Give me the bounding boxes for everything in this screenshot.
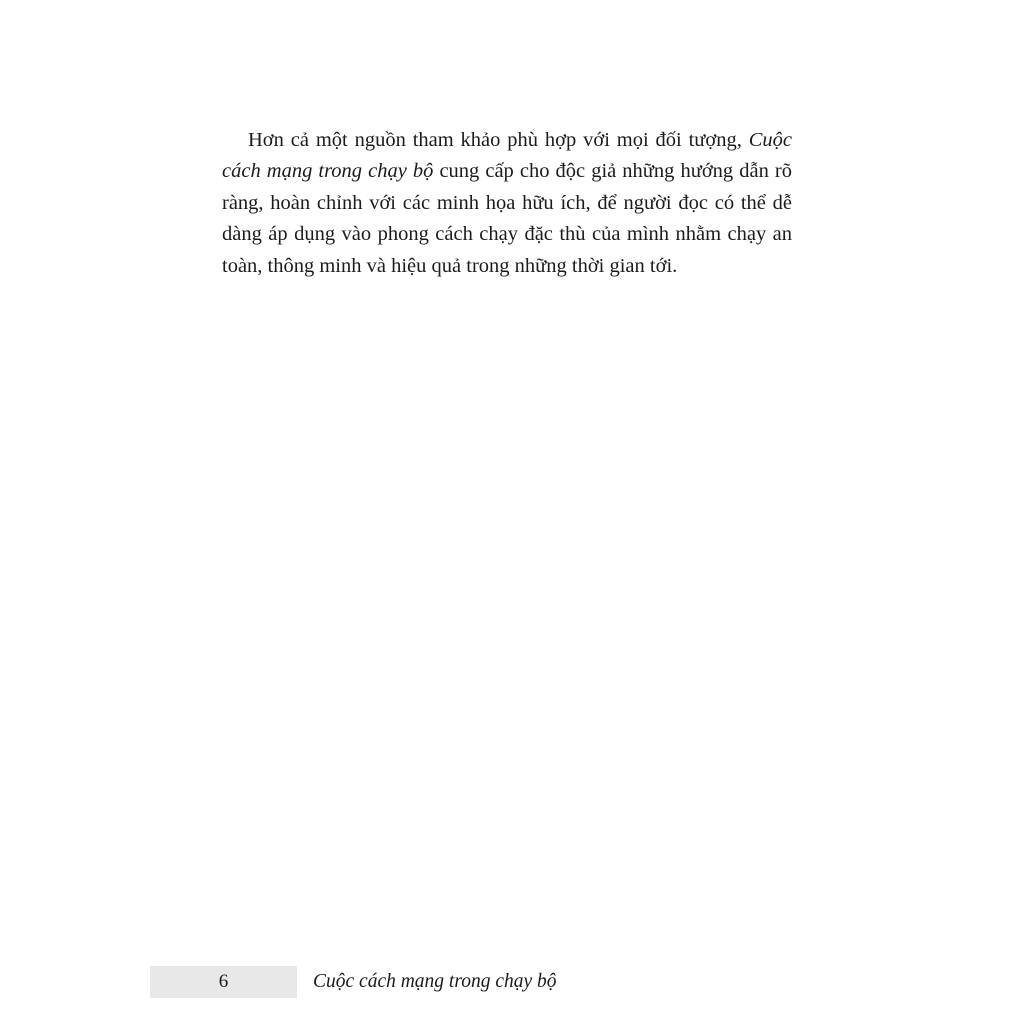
page-footer	[150, 966, 850, 1000]
book-title-italic: Cuộc cách mạng trong chạy bộ	[222, 128, 792, 182]
page-number: 6	[218, 971, 229, 992]
paragraph-rest-text: cung cấp cho độc giả những hướng dẫn rõ ràng, hoàn chỉnh với các minh họa hữu ích, để người đọc có thể dễ dàng áp dụng vào phong cách chạy đặc thù của mình nhằm chạy an toàn, thông minh và hiệu quả trong những thời gian tới.	[222, 160, 792, 277]
paragraph-lead-text: Hơn cả một nguồn tham khảo phù hợp với mọi đối tượng,	[248, 128, 749, 151]
body-paragraph	[222, 125, 792, 283]
running-title: Cuộc cách mạng trong chạy bộ	[313, 971, 557, 992]
